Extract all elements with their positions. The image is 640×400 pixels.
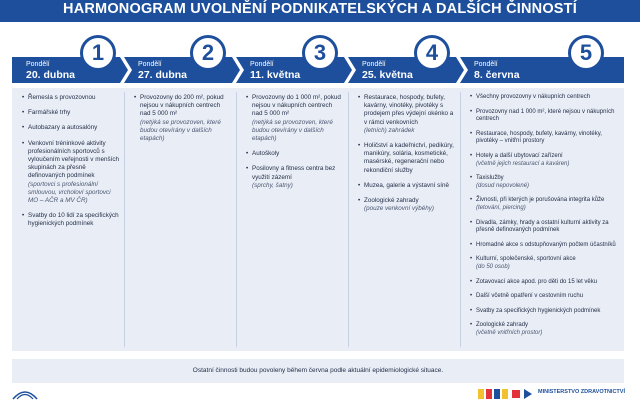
item-text: Řemesla s provozovnou [28, 94, 96, 101]
list-item [470, 279, 620, 287]
ministry-name: MINISTERSTVO ZDRAVOTNICTVÍ [538, 389, 625, 395]
list-item [22, 109, 120, 117]
list-item [358, 182, 456, 190]
column-divider [348, 92, 349, 347]
phase-date: 27. dubna [138, 69, 188, 81]
item-text: Hotely a další ubytovací zařízení [476, 152, 563, 159]
item-text: Všechny provozovny v nákupních centrech [476, 94, 591, 100]
item-text: Autobazary a autosalóny [28, 124, 98, 132]
list-item [470, 175, 620, 190]
item-note: (pouze venkovní výběhy) [364, 205, 435, 213]
phase-list [358, 94, 456, 213]
phase-list [134, 94, 232, 143]
footer-note: Ostatní činnosti budou povoleny během června podle aktuální epidemiologické situace. [12, 357, 624, 383]
item-text: Kulturní, společenské, sportovní akce [476, 256, 576, 263]
phase-date: 25. května [362, 69, 413, 81]
item-note: (sportovci s profesionální smlouvou, vrcholoví sportovci MO – AČR a MV ČR) [28, 180, 111, 205]
phase-number-1: 1 [80, 35, 116, 71]
phase-column-5 [470, 94, 620, 344]
phase-day: Pondělí [250, 61, 274, 68]
item-note: (netýká se provozoven, které budou otevírány v dalších etapách) [252, 118, 333, 143]
item-text: Posilovny a fitness centra bez využití zázemí [252, 165, 336, 181]
phase-column-4 [358, 94, 456, 220]
phase-column-1 [22, 94, 120, 236]
item-text: Zotavovací akce apod. pro děti do 15 let věku [476, 278, 598, 285]
item-note: (netýká se provozoven, které budou otevírány v dalších etapách) [140, 118, 221, 143]
item-text: Další včetně opatření v cestovním ruchu [476, 293, 584, 300]
phase-date: 8. června [474, 69, 520, 81]
item-note: (do 50 osob) [476, 263, 510, 270]
item-text: Taxislužby [476, 175, 504, 182]
phase-number-4: 4 [414, 35, 450, 71]
list-item [246, 94, 344, 143]
list-item [358, 142, 456, 175]
list-item [470, 153, 620, 168]
list-item [22, 140, 120, 206]
item-text: Provozovny do 1 000 m², pokud nejsou v nákupních centrech nad 5 000 m² [252, 94, 341, 118]
item-note: (letních) zahrádek [364, 126, 415, 134]
phase-column-2 [134, 94, 232, 150]
header-bar [0, 0, 640, 22]
phase-label-1 [26, 60, 75, 81]
phase-label-2 [138, 60, 187, 81]
phase-number-5: 5 [568, 35, 604, 71]
item-text: Farmářské trhy [28, 109, 71, 117]
item-text: Svatby do 10 lidí za specifických hygienických podmínek [28, 212, 119, 228]
list-item [470, 293, 620, 301]
item-text: Muzea, galerie a výstavní síně [364, 181, 450, 189]
item-text: Venkovní tréninkové aktivity profesionálních sportovců s vyloučením veřejnosti v menších skupinách za přesně definovaných podmínek [28, 139, 119, 180]
item-text: Živnosti, při kterých je porušována integrita kůže [476, 197, 605, 204]
column-divider [124, 92, 125, 347]
item-text: Restaurace, hospody, bufety, kavárny, vinotéky, pivotéky – vnitřní prostory [476, 130, 602, 145]
list-item [246, 150, 344, 158]
list-item [470, 197, 620, 212]
phase-number-3: 3 [302, 35, 338, 71]
list-item [470, 109, 620, 124]
phase-day: Pondělí [362, 61, 386, 68]
phase-day: Pondělí [26, 61, 50, 68]
government-logo [10, 385, 40, 400]
item-text: Svatby za specifických hygienických podmínek [476, 307, 601, 314]
item-text: Zoologické zahrady [476, 322, 529, 329]
phase-day: Pondělí [138, 61, 162, 68]
phase-list [470, 94, 620, 337]
list-item [470, 242, 620, 250]
phase-label-3 [250, 60, 300, 81]
item-note: (dosud nepovolené) [476, 182, 530, 189]
phase-column-3 [246, 94, 344, 197]
list-item [22, 124, 120, 132]
phase-day: Pondělí [474, 61, 498, 68]
phase-list [246, 94, 344, 190]
item-text: Zoologické zahrady [364, 197, 419, 205]
list-item [134, 94, 232, 143]
item-text: Holičství a kadeřnictví, pedikúry, manikúry, solária, kosmetické, masérské, regenerační nebo rekondiční služby [364, 142, 454, 174]
item-text: Provozovny do 200 m², pokud nejsou v nákupních centrech nad 5 000 m² [140, 94, 224, 118]
list-item [358, 94, 456, 135]
list-item [470, 308, 620, 316]
item-note: (tetování, piercing) [476, 204, 526, 211]
item-text: Divadla, zámky, hrady a ostatní kulturní aktivity za přesně definovaných podmínek [476, 219, 609, 234]
phase-number-2: 2 [190, 35, 226, 71]
list-item [246, 165, 344, 190]
item-text: Provozovny nad 1 000 m², které nejsou v nákupních centrech [476, 108, 615, 123]
item-text: Autoškoly [252, 150, 280, 158]
item-note: (včetně jejich restaurací a kaváren) [476, 160, 570, 167]
column-divider [236, 92, 237, 347]
phase-date: 11. května [250, 69, 301, 81]
list-item [470, 256, 620, 271]
list-item [470, 131, 620, 146]
phase-label-5 [474, 60, 520, 81]
list-item [22, 212, 120, 228]
list-item [22, 94, 120, 102]
page-title: HARMONOGRAM UVOLNĚNÍ PODNIKATELSKÝCH A DALŠÍCH ČINNOSTÍ [63, 1, 577, 17]
list-item [470, 94, 620, 102]
item-note: (včetně vnitřních prostor) [476, 329, 543, 336]
column-divider [460, 92, 461, 347]
phase-label-4 [362, 60, 413, 81]
list-item [470, 322, 620, 337]
phase-date: 20. dubna [26, 69, 76, 81]
list-item [358, 197, 456, 213]
item-text: Restaurace, hospody, bufety, kavárny, vinotéky, pivotéky s prodejem přes výdejní okénko a v rámci venkovních [364, 94, 454, 126]
item-note: (sprchy, šatny) [252, 181, 293, 189]
phase-list [22, 94, 120, 229]
list-item [470, 220, 620, 235]
item-text: Hromadné akce s odstupňovaným počtem účastníků [476, 241, 616, 248]
